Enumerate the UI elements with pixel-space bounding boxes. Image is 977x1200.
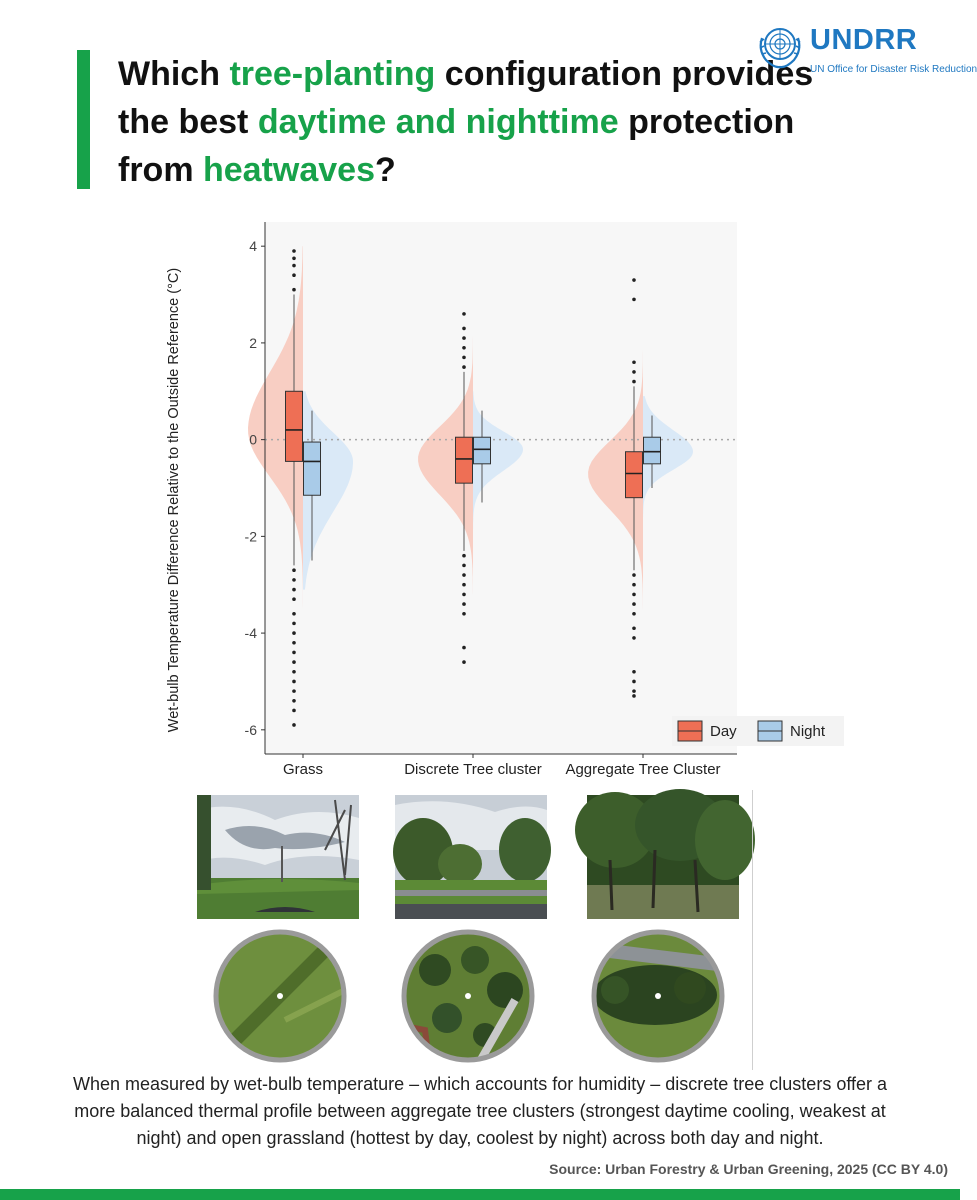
source-credit: Source: Urban Forestry & Urban Greening, 2025 (CC BY 4.0)	[549, 1161, 948, 1177]
outlier-point	[292, 612, 296, 616]
chart	[160, 222, 848, 782]
outlier-point	[632, 626, 636, 630]
outlier-point	[462, 327, 466, 331]
outlier-point	[292, 641, 296, 645]
logo-name: UNDRR	[810, 24, 918, 56]
x-tick-label: Discrete Tree cluster	[404, 761, 542, 778]
headline-highlight: heatwaves	[203, 151, 375, 189]
day-box	[286, 391, 303, 461]
headline-highlight: tree-planting	[229, 55, 436, 93]
night-box	[474, 437, 491, 464]
outlier-point	[292, 249, 296, 253]
outlier-point	[462, 365, 466, 369]
outlier-point	[632, 680, 636, 684]
outlier-point	[292, 578, 296, 582]
outlier-point	[632, 694, 636, 698]
outlier-point	[292, 273, 296, 277]
outlier-point	[462, 660, 466, 664]
outlier-point	[632, 278, 636, 282]
outlier-point	[462, 564, 466, 568]
y-tick-label: 4	[249, 238, 257, 255]
outlier-point	[292, 597, 296, 601]
outlier-point	[292, 651, 296, 655]
outlier-point	[462, 602, 466, 606]
outlier-point	[462, 593, 466, 597]
y-tick-label: 0	[249, 431, 257, 448]
aggregate-ground-photo	[575, 789, 755, 919]
y-axis-label: Wet-bulb Temperature Difference Relative to the Outside Reference (°C)	[166, 267, 182, 733]
outlier-point	[292, 631, 296, 635]
outlier-point	[292, 689, 296, 693]
outlier-point	[632, 573, 636, 577]
outlier-point	[462, 346, 466, 350]
outlier-point	[462, 583, 466, 587]
x-tick-label: Aggregate Tree Cluster	[565, 761, 721, 778]
outlier-point	[632, 636, 636, 640]
discrete-aerial-photo	[403, 930, 533, 1070]
outlier-point	[462, 336, 466, 340]
y-tick-label: -4	[244, 625, 257, 642]
outlier-point	[292, 670, 296, 674]
footer-bar	[0, 1189, 960, 1200]
outlier-point	[292, 699, 296, 703]
chart-svg	[160, 222, 848, 782]
headline-accent-bar	[77, 50, 90, 189]
outlier-point	[462, 612, 466, 616]
legend-label: Day	[710, 723, 737, 740]
outlier-point	[632, 370, 636, 374]
y-tick-label: -2	[244, 528, 257, 545]
outlier-point	[292, 256, 296, 260]
caption: When measured by wet-bulb temperature – which accounts for humidity – discrete tree clusters offer a more balanced thermal profile between aggregate tree clusters (strongest daytime cooling, weakest at night) and open grassland (hottest by day, coolest by night) across both day and night.	[72, 1074, 888, 1148]
outlier-point	[292, 660, 296, 664]
headline-highlight: daytime and nighttime	[257, 103, 619, 141]
outlier-point	[292, 588, 296, 592]
outlier-point	[632, 612, 636, 616]
outlier-point	[292, 568, 296, 572]
grass-ground-photo	[197, 795, 359, 919]
outlier-point	[292, 288, 296, 292]
outlier-point	[462, 312, 466, 316]
outlier-point	[292, 723, 296, 727]
photo-divider	[752, 790, 753, 1070]
un-emblem-icon	[754, 20, 806, 72]
y-tick-label: 2	[249, 334, 257, 351]
outlier-point	[462, 554, 466, 558]
outlier-point	[292, 680, 296, 684]
y-tick-label: -6	[244, 721, 257, 738]
outlier-point	[632, 380, 636, 384]
outlier-point	[462, 573, 466, 577]
outlier-point	[292, 709, 296, 713]
outlier-point	[632, 593, 636, 597]
outlier-point	[632, 298, 636, 302]
day-box	[456, 437, 473, 483]
discrete-ground-photo	[393, 795, 551, 919]
outlier-point	[632, 602, 636, 606]
outlier-point	[632, 689, 636, 693]
x-tick-label: Grass	[282, 761, 324, 778]
night-box	[304, 442, 321, 495]
outlier-point	[292, 264, 296, 268]
outlier-point	[292, 622, 296, 626]
outlier-point	[462, 356, 466, 360]
outlier-point	[632, 670, 636, 674]
site-photos	[185, 790, 765, 1075]
undrr-logo	[754, 18, 977, 82]
outlier-point	[632, 360, 636, 364]
night-box	[644, 437, 661, 464]
outlier-point	[462, 646, 466, 650]
day-box	[626, 452, 643, 498]
legend-label: Night	[790, 723, 826, 740]
grass-aerial-photo	[215, 930, 345, 1062]
logo-subtitle: UN Office for Disaster Risk Reduction	[810, 64, 977, 75]
outlier-point	[632, 583, 636, 587]
aggregate-aerial-photo	[593, 930, 725, 1062]
headline: Which tree-planting configuration provides the best daytime and nighttime protection from heatwaves?	[118, 55, 814, 189]
